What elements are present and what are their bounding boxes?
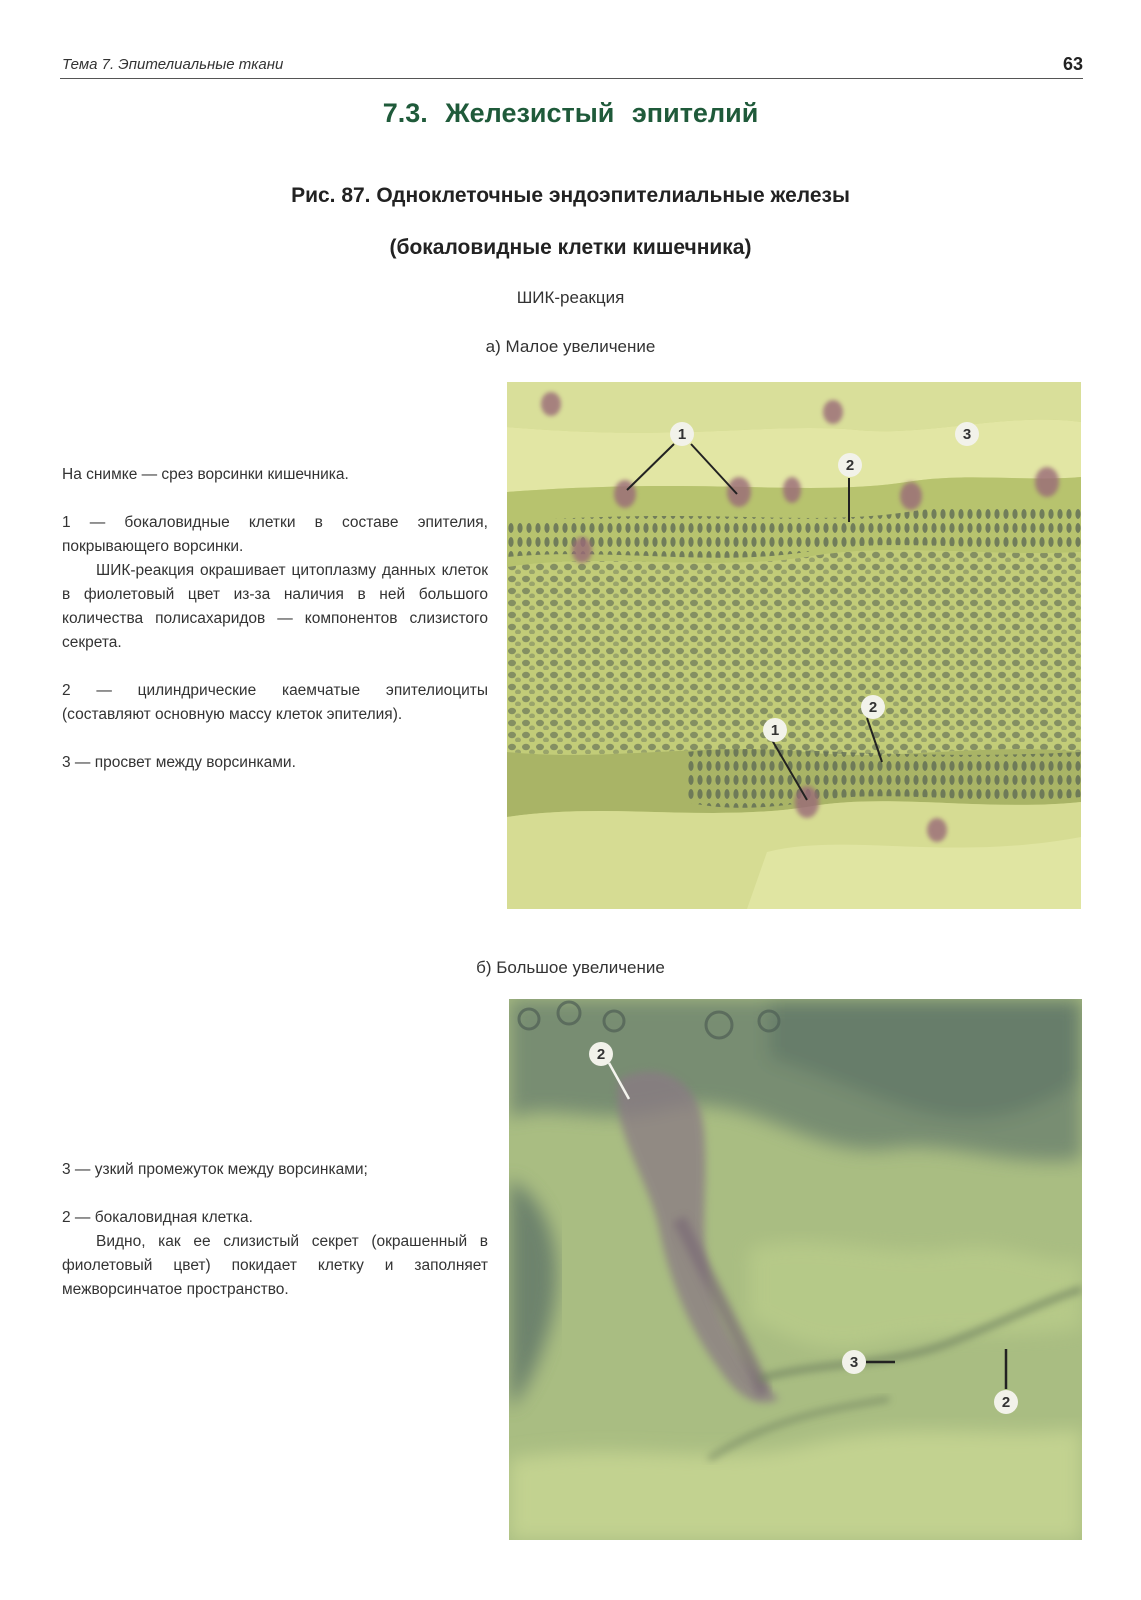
panel-b-caption: б) Большое увеличение [476, 958, 665, 977]
panel-a-text-item1: 1 — бокаловидные клетки в составе эпителия, покрывающего ворсинки. [62, 514, 488, 555]
panel-a-caption: а) Малое увеличение [485, 337, 656, 356]
panel-a-label-3: 3 [962, 426, 972, 443]
section-title: 7.3. Железистый эпителий [382, 98, 759, 128]
panel-b-text-item2: 2 — бокаловидная клетка. [62, 1209, 253, 1226]
header-rule [60, 78, 1083, 79]
panel-b-label-2b: 2 [1001, 1394, 1011, 1411]
page-number: 63 [1062, 54, 1083, 74]
running-title: Тема 7. Эпителиальные ткани [62, 56, 284, 73]
panel-a-description [62, 463, 488, 775]
micrograph-low-magnification [507, 382, 1081, 909]
panel-a-label-1b: 1 [770, 722, 780, 739]
panel-b-text-item3: 3 — узкий промежуток между ворсинками; [62, 1161, 368, 1178]
stain-label: ШИК-реакция [516, 288, 625, 307]
panel-a-label-2b: 2 [868, 699, 878, 716]
panel-a-text-item2: 2 — цилиндрические каемчатые эпителиоциты (составляют основную массу клеток эпителия). [62, 682, 488, 723]
panel-a-text-intro: На снимке — срез ворсинки кишечника. [62, 466, 349, 483]
panel-b-description [62, 1158, 488, 1302]
panel-a-label-1: 1 [677, 426, 687, 443]
micrograph-high-magnification [509, 999, 1082, 1540]
panel-a-text-item1-detail: ШИК-реакция окрашивает цитоплазму данных клеток в фиолетовый цвет из-за наличия в ней большого количества полисахаридов — компонентов слизистого секрета. [62, 562, 488, 651]
figure-title-line2: (бокаловидные клетки кишечника) [389, 236, 752, 259]
panel-b-label-3: 3 [849, 1354, 859, 1371]
panel-b-label-2: 2 [596, 1046, 606, 1063]
panel-b-text-item2-detail: Видно, как ее слизистый секрет (окрашенный в фиолетовый цвет) покидает клетку и заполняет межворсинчатое пространство. [62, 1233, 488, 1298]
panel-a-text-item3: 3 — просвет между ворсинками. [62, 754, 296, 771]
figure-title-line1: Рис. 87. Одноклеточные эндоэпителиальные железы [291, 184, 850, 207]
panel-a-label-2: 2 [845, 457, 855, 474]
